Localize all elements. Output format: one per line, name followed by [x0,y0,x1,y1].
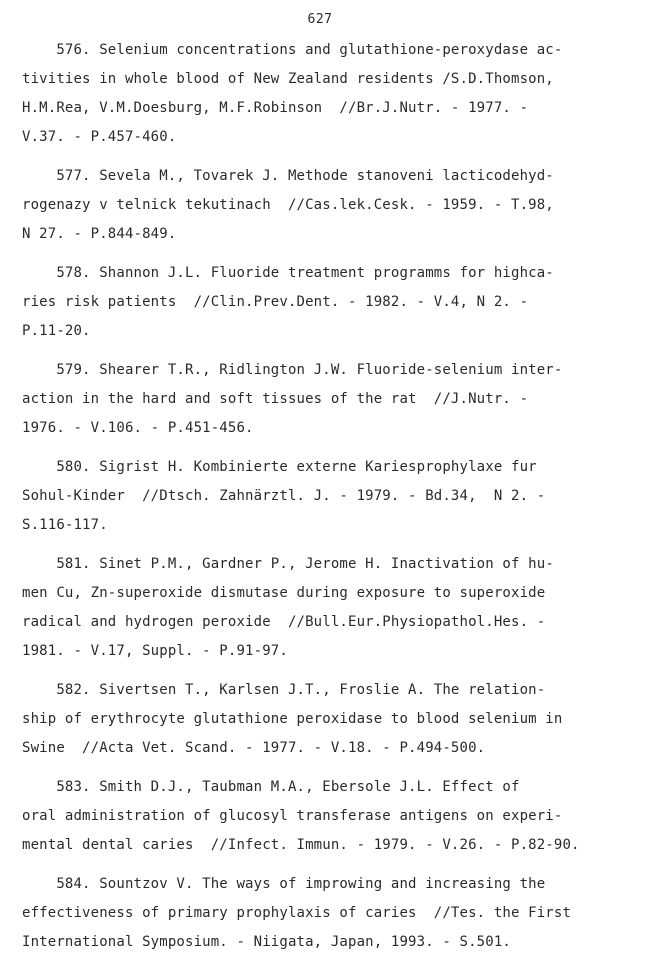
reference-line: N 27. - P.844-849. [22,226,177,242]
reference-line: 580. Sigrist H. Kombinierte externe Kariesprophylaxe fur [22,459,537,475]
reference-line: Sohul-Kinder //Dtsch. Zahnärztl. J. - 1979. - Bd.34, N 2. - [22,488,546,504]
reference-line: rogenazy v telnick tekutinach //Cas.lek.Cesk. - 1959. - T.98, [22,197,554,213]
reference-list [22,36,612,967]
reference-entry-581 [22,550,612,666]
reference-line: ship of erythrocyte glutathione peroxidase to blood selenium in [22,711,563,727]
reference-entry-583 [22,773,612,860]
reference-line: radical and hydrogen peroxide //Bull.Eur.Physiopathol.Hes. - [22,614,546,630]
reference-line: H.M.Rea, V.M.Doesburg, M.F.Robinson //Br.J.Nutr. - 1977. - [22,100,529,116]
reference-line: 576. Selenium concentrations and glutathione-peroxydase ac- [22,42,563,58]
reference-entry-577 [22,162,612,249]
reference-line: effectiveness of primary prophylaxis of caries //Tes. the First [22,905,572,921]
page-number: 627 [307,12,333,27]
reference-line: 582. Sivertsen T., Karlsen J.T., Froslie A. The relation- [22,682,546,698]
reference-line: men Cu, Zn-superoxide dismutase during exposure to superoxide [22,585,546,601]
reference-line: oral administration of glucosyl transferase antigens on experi- [22,808,563,824]
reference-line: ries risk patients //Clin.Prev.Dent. - 1982. - V.4, N 2. - [22,294,529,310]
reference-entry-576 [22,36,612,152]
reference-line: 577. Sevela M., Tovarek J. Methode stanoveni lacticodehyd- [22,168,554,184]
reference-line: 1976. - V.106. - P.451-456. [22,420,254,436]
reference-line: 579. Shearer T.R., Ridlington J.W. Fluoride-selenium inter- [22,362,563,378]
reference-line: action in the hard and soft tissues of the rat //J.Nutr. - [22,391,529,407]
reference-entry-584 [22,870,612,957]
reference-entry-578 [22,259,612,346]
reference-line: 581. Sinet P.M., Gardner P., Jerome H. Inactivation of hu- [22,556,554,572]
reference-line: International Symposium. - Niigata, Japan, 1993. - S.501. [22,934,511,950]
reference-line: S.116-117. [22,517,108,533]
reference-line: tivities in whole blood of New Zealand residents /S.D.Thomson, [22,71,554,87]
reference-line: V.37. - P.457-460. [22,129,177,145]
reference-line: 578. Shannon J.L. Fluoride treatment programms for highca- [22,265,554,281]
reference-line: 584. Sountzov V. The ways of improwing and increasing the [22,876,546,892]
reference-line: mental dental caries //Infect. Immun. - 1979. - V.26. - P.82-90. [22,837,580,853]
reference-entry-582 [22,676,612,763]
reference-line: 1981. - V.17, Suppl. - P.91-97. [22,643,288,659]
reference-line: P.11-20. [22,323,91,339]
reference-entry-580 [22,453,612,540]
reference-line: Swine //Acta Vet. Scand. - 1977. - V.18. - P.494-500. [22,740,486,756]
reference-line: 583. Smith D.J., Taubman M.A., Ebersole J.L. Effect of [22,779,520,795]
reference-entry-579 [22,356,612,443]
